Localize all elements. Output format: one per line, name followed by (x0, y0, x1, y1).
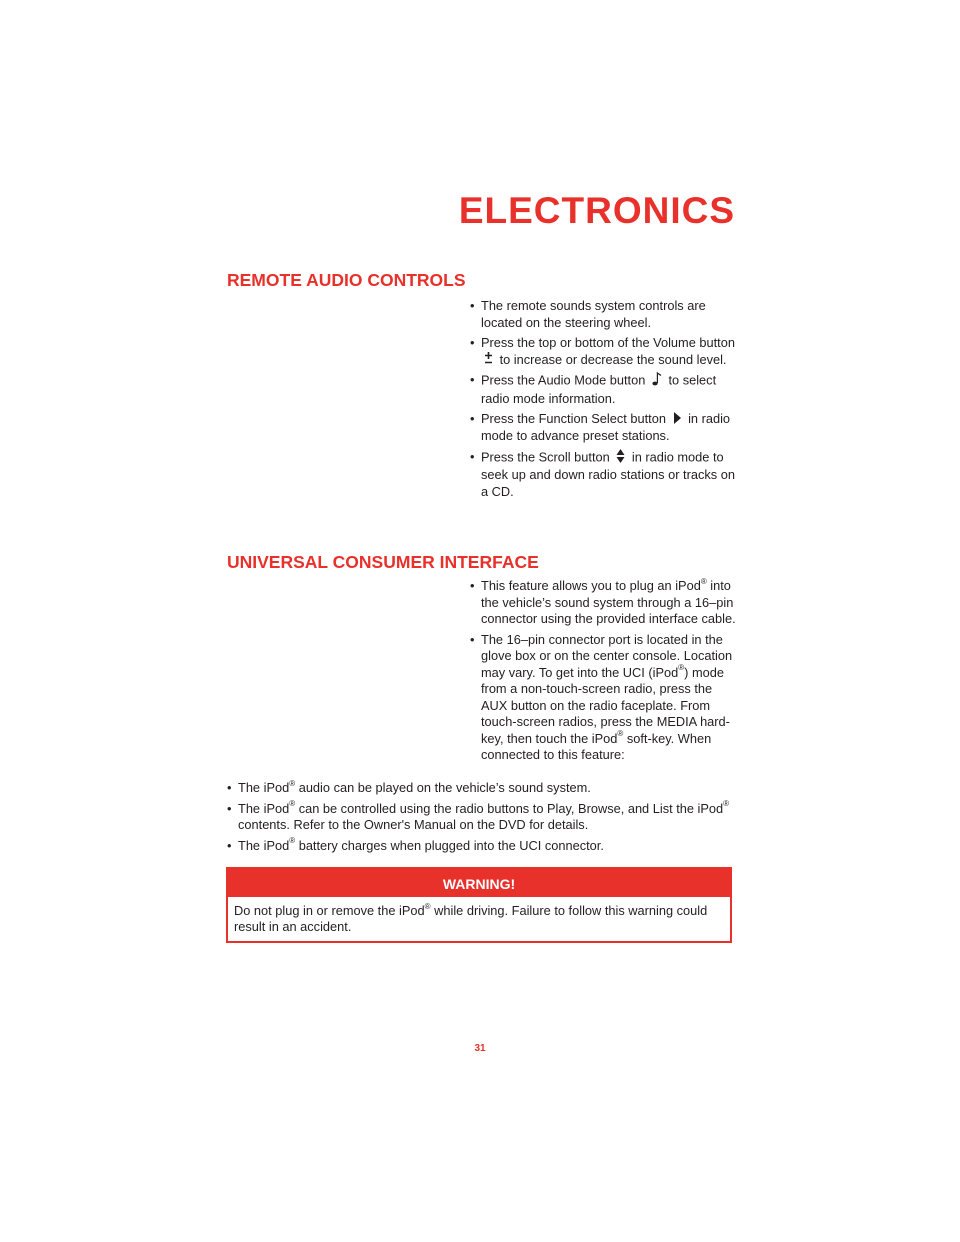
list-item: • The iPod® can be controlled using the radio buttons to Play, Browse, and List the iPod® contents. Refer to the Owner's Manual on the DVD for details. (227, 801, 737, 834)
list-item: • Press the top or bottom of the Volume button to increase or decrease the sound level. (470, 335, 740, 368)
uci-list-full (227, 780, 737, 858)
list-item: • The iPod® audio can be played on the vehicle’s sound system. (227, 780, 737, 797)
page-number: 31 (474, 1043, 486, 1054)
uci-heading: UNIVERSAL CONSUMER INTERFACE (227, 552, 539, 572)
list-item: • Press the Function Select button in radio mode to advance preset stations. (470, 411, 740, 444)
list-item: • Press the Scroll button in radio mode to seek up and down radio stations or tracks on a CD. (470, 449, 740, 501)
list-item: • The iPod® battery charges when plugged into the UCI connector. (227, 838, 737, 855)
volume-updown-icon (484, 352, 493, 369)
section-title: ELECTRONICS (458, 190, 735, 231)
list-item: • The remote sounds system controls are located on the steering wheel. (470, 298, 740, 331)
warning-box (226, 867, 732, 943)
warning-text: Do not plug in or remove the iPod® while driving. Failure to follow this warning could result in an accident. (234, 901, 708, 934)
uci-list-right (470, 578, 740, 768)
list-item: • This feature allows you to plug an iPod® into the vehicle’s sound system through a 16–pin connector using the provided interface cable. (470, 578, 740, 628)
remote-audio-list (470, 298, 740, 504)
list-item: • Press the Audio Mode button to select radio mode information. (470, 372, 740, 407)
remote-audio-heading: REMOTE AUDIO CONTROLS (227, 270, 466, 290)
warning-title: WARNING! (228, 869, 730, 897)
scroll-updown-icon (616, 449, 625, 468)
list-item: • The 16–pin connector port is located in the glove box or on the center console. Location may vary. To get into the UCI (iPod®) mode from a non-touch-screen radio, press the AUX button on the radio faceplate. From touch-screen radios, press the MEDIA hard-key, then touch the iPod® soft-key. When connected to this feature: (470, 632, 740, 764)
audio-mode-note-icon (652, 372, 662, 391)
function-select-arrow-icon (673, 412, 682, 429)
